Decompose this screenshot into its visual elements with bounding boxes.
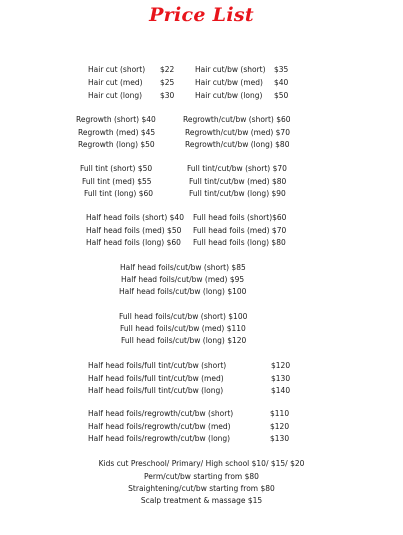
half-head-regrowth-row: [0, 408, 403, 420]
price-item: Regrowth/cut/bw (short) $60: [183, 115, 291, 124]
haircut-row: [0, 77, 403, 89]
price-value: $130: [271, 374, 291, 383]
price-item: Hair cut/bw (long): [195, 91, 263, 100]
price-value: $25: [160, 78, 175, 87]
price-value: $140: [271, 386, 291, 395]
price-item: Regrowth/cut/bw (long) $80: [185, 140, 290, 149]
price-item: Half head foils/regrowth/cut/bw (med): [88, 422, 231, 431]
price-item: Half head foils/full tint/cut/bw (short): [88, 361, 227, 370]
regrowth-row: [0, 127, 403, 139]
half-head-full-tint-row: [0, 385, 403, 397]
price-item: Full tint (long) $60: [84, 189, 154, 198]
haircut-row: [0, 64, 403, 76]
haircut-row: [0, 90, 403, 102]
extra-line: [0, 458, 403, 470]
price-value: $120: [271, 361, 291, 370]
full-tint-row: [0, 188, 403, 200]
foils-row: [0, 212, 403, 224]
half-head-full-tint-row: [0, 360, 403, 372]
price-item: Hair cut/bw (med): [195, 78, 263, 87]
price-item: Hair cut (long): [88, 91, 143, 100]
full-tint-row: [0, 176, 403, 188]
price-item: Full head foils/cut/bw (long) $120: [121, 336, 247, 345]
price-item: Half head foils/cut/bw (short) $85: [120, 263, 246, 272]
price-item: Regrowth (short) $40: [76, 115, 156, 124]
price-item: Half head foils/regrowth/cut/bw (long): [88, 434, 231, 443]
price-item: Hair cut (short): [88, 65, 146, 74]
price-item: Full head foils (long) $80: [193, 238, 286, 247]
full-tint-row: [0, 163, 403, 175]
regrowth-row: [0, 114, 403, 126]
half-head-full-tint-row: [0, 373, 403, 385]
price-item: Straightening/cut/bw starting from $80: [128, 484, 275, 493]
price-item: Full tint/cut/bw (med) $80: [189, 177, 287, 186]
price-item: Half head foils/full tint/cut/bw (med): [88, 374, 224, 383]
extra-line: [0, 483, 403, 495]
full-head-foils-cut-row: [0, 323, 403, 335]
price-item: Scalp treatment & massage $15: [140, 496, 263, 505]
regrowth-row: [0, 139, 403, 151]
price-item: Perm/cut/bw starting from $80: [144, 472, 259, 481]
price-item: Full head foils/cut/bw (short) $100: [119, 312, 248, 321]
price-value: $110: [270, 409, 290, 418]
price-item: Half head foils (med) $50: [86, 226, 182, 235]
price-value: $30: [160, 91, 175, 100]
extra-line: [0, 471, 403, 483]
price-item: Full tint (med) $55: [82, 177, 152, 186]
half-head-foils-cut-row: [0, 274, 403, 286]
price-item: Hair cut (med): [88, 78, 143, 87]
price-item: Hair cut/bw (short): [195, 65, 266, 74]
price-value: $130: [270, 434, 290, 443]
foils-row: [0, 225, 403, 237]
price-value: $50: [274, 91, 289, 100]
half-head-foils-cut-row: [0, 286, 403, 298]
price-item: Full tint (short) $50: [80, 164, 153, 173]
price-value: $120: [270, 422, 290, 431]
price-item: Half head foils/full tint/cut/bw (long): [88, 386, 224, 395]
price-item: Half head foils/cut/bw (med) $95: [121, 275, 245, 284]
price-item: Full head foils (short)$60: [193, 213, 287, 222]
full-head-foils-cut-row: [0, 311, 403, 323]
half-head-foils-cut-row: [0, 262, 403, 274]
price-item: Regrowth (long) $50: [78, 140, 155, 149]
price-item: Full head foils (med) $70: [193, 226, 287, 235]
price-item: Full head foils/cut/bw (med) $110: [120, 324, 246, 333]
price-item: Half head foils/cut/bw (long) $100: [119, 287, 247, 296]
price-item: Kids cut Preschool/ Primary/ High school $10/ $15/ $20: [98, 459, 305, 468]
page-title: Price List: [149, 4, 254, 26]
price-value: $22: [160, 65, 175, 74]
extra-line: [0, 495, 403, 507]
price-value: $40: [274, 78, 289, 87]
price-item: Full tint/cut/bw (short) $70: [187, 164, 287, 173]
price-item: Full tint/cut/bw (long) $90: [189, 189, 286, 198]
half-head-regrowth-row: [0, 421, 403, 433]
foils-row: [0, 237, 403, 249]
price-item: Regrowth (med) $45: [78, 128, 156, 137]
price-item: Regrowth/cut/bw (med) $70: [185, 128, 290, 137]
price-value: $35: [274, 65, 289, 74]
price-item: Half head foils/regrowth/cut/bw (short): [88, 409, 234, 418]
price-item: Half head foils (short) $40: [86, 213, 184, 222]
full-head-foils-cut-row: [0, 335, 403, 347]
price-item: Half head foils (long) $60: [86, 238, 181, 247]
half-head-regrowth-row: [0, 433, 403, 445]
